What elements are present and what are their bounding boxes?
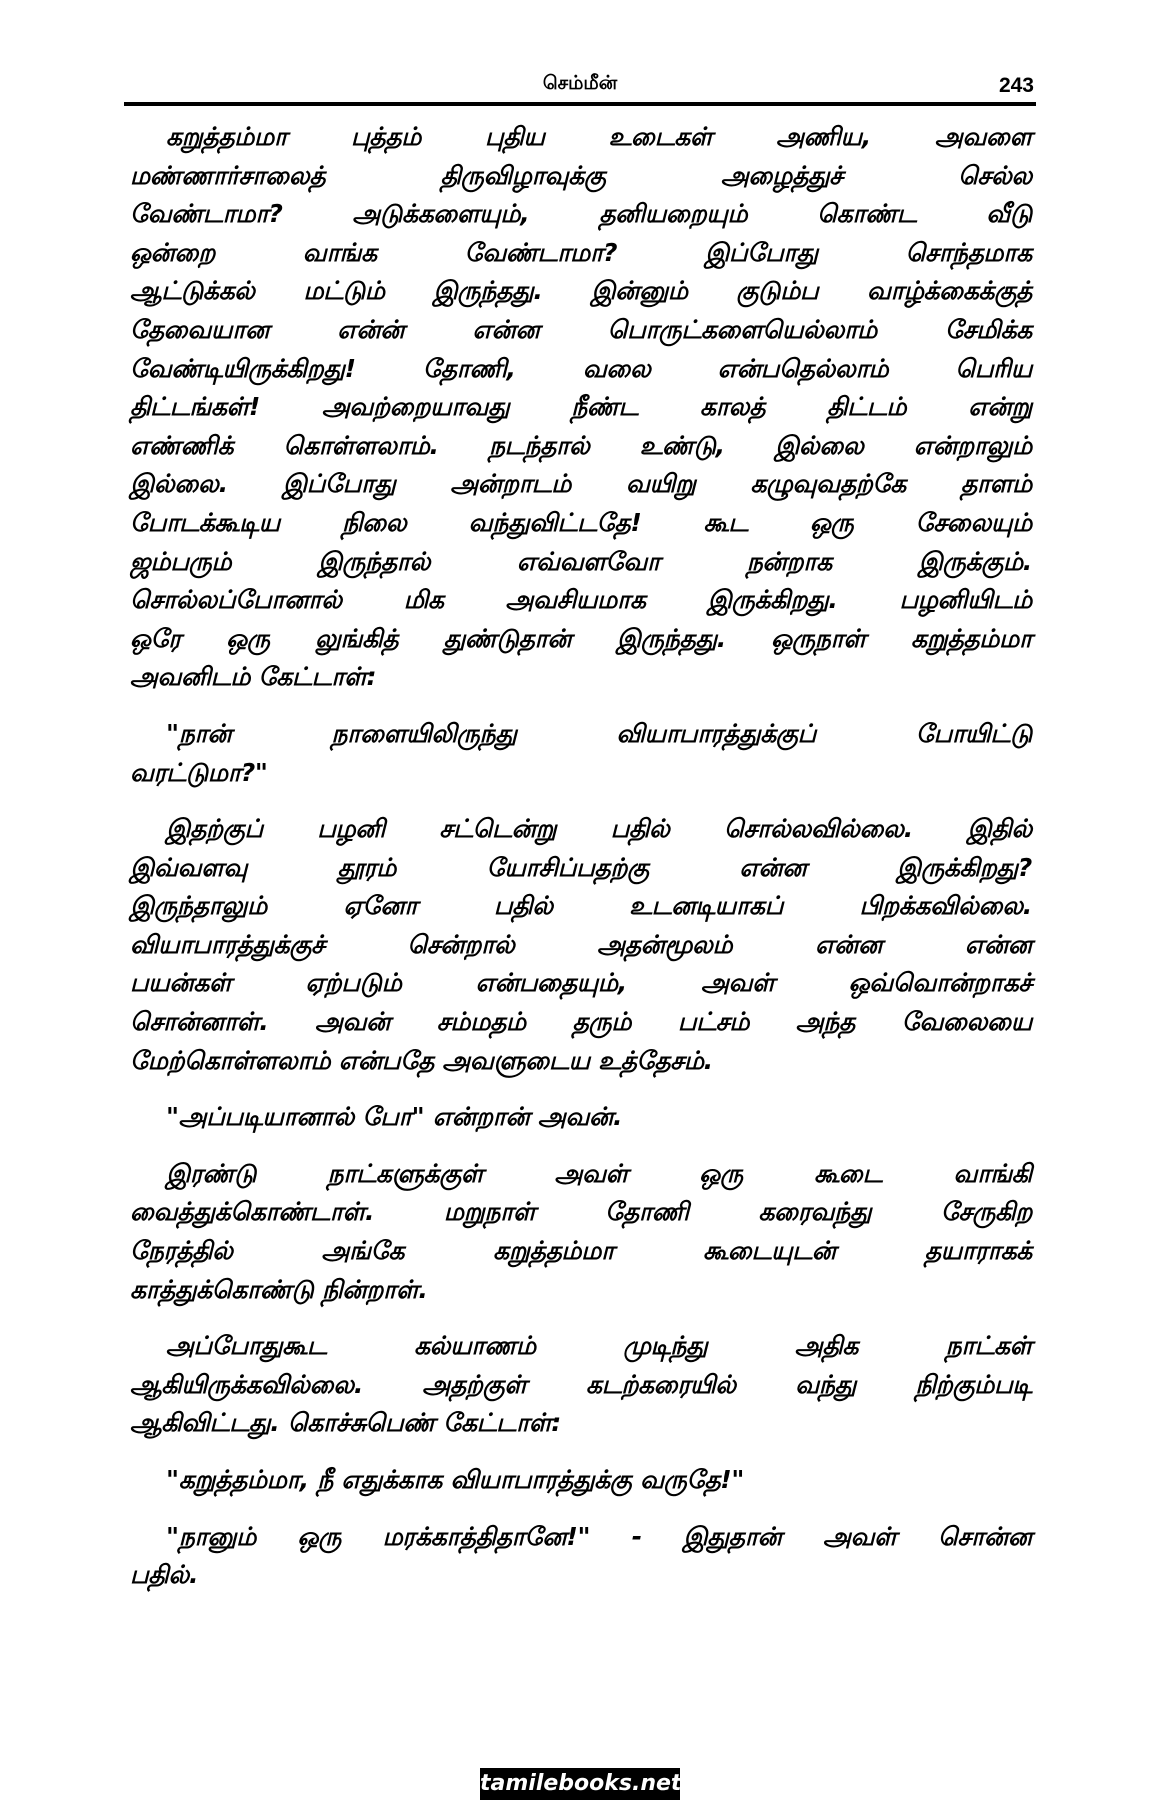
text-line: இல்லை. இப்போது அன்றாடம் வயிறு கழுவுவதற்கே தாளம் <box>130 469 1032 499</box>
paragraph <box>130 1327 1032 1443</box>
dialogue-paragraph <box>130 715 1032 792</box>
text-line: ஜம்பரும் இருந்தால் எவ்வளவோ நன்றாக இருக்கும். <box>130 546 1032 576</box>
text-line: அப்போதுகூட கல்யாணம் முடிந்து அதிக நாட்கள் <box>166 1331 1032 1361</box>
text-line: இரண்டு நாட்களுக்குள் அவள் ஒரு கூடை வாங்கி <box>166 1158 1032 1188</box>
watermark-badge: tamilebooks.net <box>480 1768 680 1800</box>
text-line: ஒரே ஒரு லுங்கித் துண்டுதான் இருந்தது. ஒருநாள் கறுத்தம்மா <box>130 623 1032 653</box>
text-line: பயன்கள் ஏற்படும் என்பதையும், அவள் ஒவ்வொன்றாகச் <box>130 968 1032 998</box>
dialogue-paragraph <box>130 1098 1032 1137</box>
text-line: எண்ணிக் கொள்ளலாம். நடந்தால் உண்டு, இல்லை என்றாலும் <box>130 430 1032 460</box>
text-line: "கறுத்தம்மா, நீ எதுக்காக வியாபாரத்துக்கு வருதே!" <box>166 1465 745 1494</box>
text-line: பதில். <box>130 1560 199 1590</box>
text-line: சொல்லப்போனால் மிக அவசியமாக இருக்கிறது. பழனியிடம் <box>130 585 1032 615</box>
text-line: இதற்குப் பழனி சட்டென்று பதில் சொல்லவில்லை. இதில் <box>166 814 1032 844</box>
text-line: ஆட்டுக்கல் மட்டும் இருந்தது. இன்னும் குடும்ப வாழ்க்கைக்குத் <box>130 276 1032 306</box>
text-line: சொன்னாள். அவன் சம்மதம் தரும் பட்சம் அந்த வேலையை <box>130 1007 1032 1037</box>
text-line: வியாபாரத்துக்குச் சென்றால் அதன்மூலம் என்ன என்ன <box>130 929 1032 959</box>
book-title: செம்மீன் <box>542 72 618 94</box>
text-line: "நான் நாளையிலிருந்து வியாபாரத்துக்குப் போயிட்டு <box>166 718 1032 748</box>
text-line: வேண்டியிருக்கிறது! தோணி, வலை என்பதெல்லாம் பெரிய <box>130 353 1032 383</box>
dialogue-paragraph <box>130 1461 1032 1500</box>
paragraph <box>130 810 1032 1080</box>
text-line: இருந்தாலும் ஏனோ பதில் உடனடியாகப் பிறக்கவில்லை. <box>130 891 1032 921</box>
text-line: ஒன்றை வாங்க வேண்டாமா? இப்போது சொந்தமாக <box>130 237 1032 267</box>
text-line: அவனிடம் கேட்டாள்: <box>130 662 377 692</box>
text-line: நேரத்தில் அங்கே கறுத்தம்மா கூடையுடன் தயாராகக் <box>130 1236 1032 1266</box>
text-line: ஆகிவிட்டது. கொச்சுபெண் கேட்டாள்: <box>130 1408 561 1438</box>
paragraph <box>130 118 1032 697</box>
text-line: காத்துக்கொண்டு நின்றாள். <box>130 1274 428 1304</box>
text-line: தேவையான என்ன் என்ன பொருட்களையெல்லாம் சேமிக்க <box>130 314 1032 344</box>
text-line: வேண்டாமா? அடுக்களையும், தனியறையும் கொண்ட வீடு <box>130 199 1032 229</box>
text-line: மேற்கொள்ளலாம் என்பதே அவளுடைய உத்தேசம். <box>130 1045 713 1075</box>
text-line: போடக்கூடிய நிலை வந்துவிட்டதே! கூட ஒரு சேலையும் <box>130 507 1032 537</box>
text-line: கறுத்தம்மா புத்தம் புதிய உடைகள் அணிய, அவளை <box>166 122 1032 151</box>
paragraph <box>130 1155 1032 1309</box>
text-line: ஆகியிருக்கவில்லை. அதற்குள் கடற்கரையில் வந்து நிற்கும்படி <box>130 1369 1032 1399</box>
page-body <box>130 118 1032 1613</box>
header-rule <box>124 102 1036 106</box>
dialogue-paragraph <box>130 1518 1032 1595</box>
text-line: திட்டங்கள்! அவற்றையாவது நீண்ட காலத் திட்டம் என்று <box>130 392 1032 422</box>
text-line: மண்ணார்சாலைத் திருவிழாவுக்கு அழைத்துச் செல்ல <box>130 160 1032 190</box>
text-line: இவ்வளவு தூரம் யோசிப்பதற்கு என்ன இருக்கிறது? <box>130 852 1032 882</box>
page-number: 243 <box>998 74 1034 97</box>
text-line: "அப்படியானால் போ" என்றான் அவன். <box>166 1102 623 1132</box>
text-line: "நானும் ஒரு மரக்காத்திதானே!" - இதுதான் அவள் சொன்ன <box>166 1521 1032 1551</box>
text-line: வைத்துக்கொண்டாள். மறுநாள் தோணி கரைவந்து சேருகிற <box>130 1197 1032 1227</box>
text-line: வரட்டுமா?" <box>130 757 268 787</box>
